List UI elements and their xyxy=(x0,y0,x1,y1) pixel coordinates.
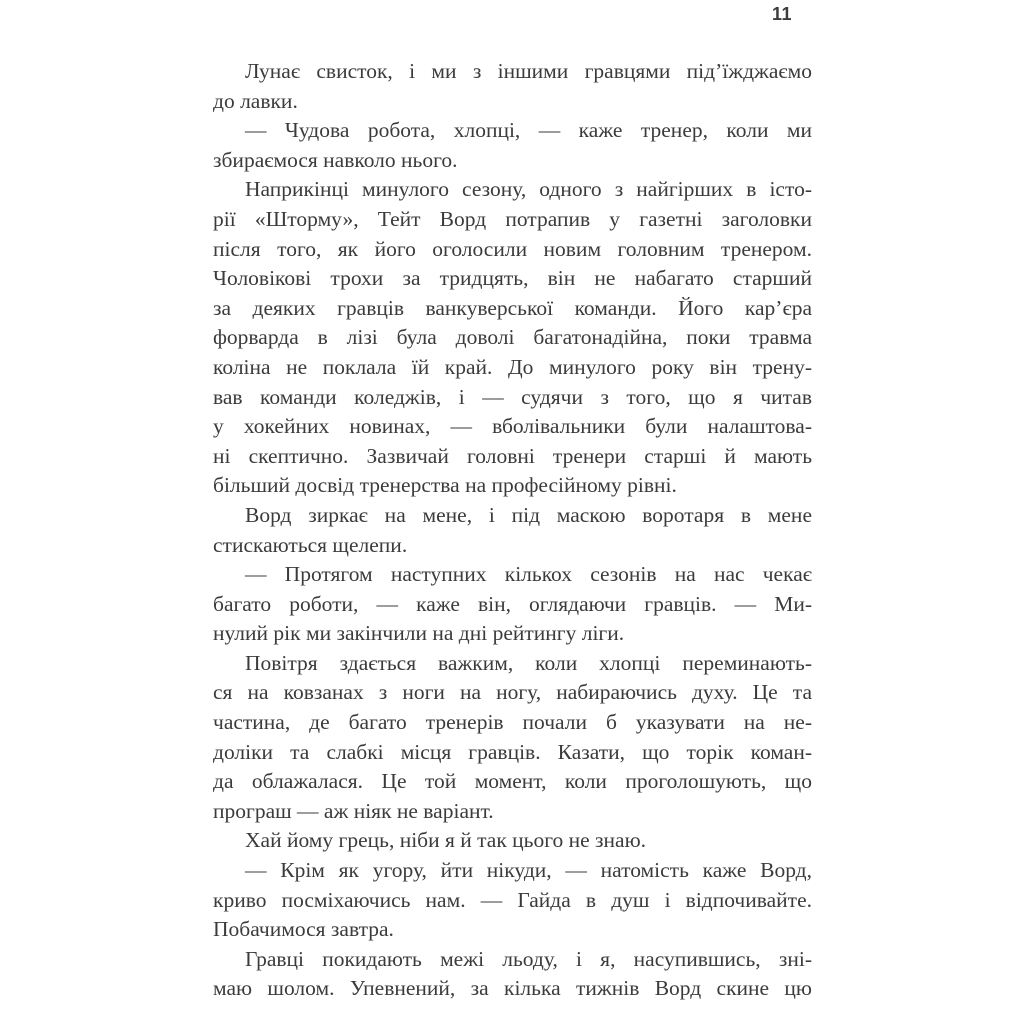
text-line: більший досвід тренерства на професійному рівні. xyxy=(213,473,677,498)
text-line: нулий рік ми закінчили на дні рейтингу ліги. xyxy=(213,621,625,646)
text-line: ся на ковзанах з ноги на ногу, набираючись духу. Це та xyxy=(213,680,812,705)
text-line: у хокейних новинах, — вболівальники були налаштова- xyxy=(213,414,812,439)
text-line: за деяких гравців ванкуверської команди. Його кар’єра xyxy=(213,295,812,320)
text-line: програш — аж ніяк не варіант. xyxy=(213,798,494,823)
paragraph xyxy=(213,57,812,116)
text-line: збираємося навколо нього. xyxy=(213,147,458,172)
text-line: форварда в лізі була доволі багатонадійна, поки травма xyxy=(213,325,812,350)
paragraph xyxy=(213,856,812,945)
text-line: Ворд зиркає на мене, і під маскою воротаря в мене xyxy=(245,502,812,527)
text-line: до лавки. xyxy=(213,88,298,113)
paragraph xyxy=(213,501,812,560)
text-line: Наприкінці минулого сезону, одного з найгірших в істо- xyxy=(245,177,812,202)
paragraph xyxy=(213,649,812,827)
text-line: — Чудова робота, хлопці, — каже тренер, коли ми xyxy=(245,118,812,143)
text-line: частина, де багато тренерів почали б указувати на не- xyxy=(213,710,812,735)
text-line: вав команди коледжів, і — судячи з того, що я читав xyxy=(213,384,812,409)
paragraph xyxy=(213,175,812,501)
text-line: — Крім як угору, йти нікуди, — натомість каже Ворд, xyxy=(245,858,812,883)
text-line: доліки та слабкі місця гравців. Казати, що торік коман- xyxy=(213,739,812,764)
paragraph xyxy=(213,560,812,649)
page-number: 11 xyxy=(772,4,793,24)
text-line: стискаються щелепи. xyxy=(213,532,408,557)
text-line: після того, як його оголосили новим головним тренером. xyxy=(213,236,812,261)
text-line: рії «Шторму», Тейт Ворд потрапив у газетні заголовки xyxy=(213,206,812,231)
text-line: да облажалася. Це той момент, коли проголошують, що xyxy=(213,769,812,794)
text-line: Гравці покидають межі льоду, і я, насупившись, зні- xyxy=(245,946,812,971)
text-line: Чоловікові трохи за тридцять, він не набагато старший xyxy=(213,266,812,291)
text-line: ні скептично. Зазвичай головні тренери старші й мають xyxy=(213,443,812,468)
text-line: Хай йому грець, ніби я й так цього не знаю. xyxy=(245,828,647,853)
text-line: криво посміхаючись нам. — Гайда в душ і відпочивайте. xyxy=(213,887,812,912)
text-line: Побачимося завтра. xyxy=(213,917,394,942)
text-line: багато роботи, — каже він, оглядаючи гравців. — Ми- xyxy=(213,591,812,616)
paragraph xyxy=(213,826,812,856)
text-line: коліна не поклала їй край. До минулого року він трену- xyxy=(213,354,812,379)
text-line: — Протягом наступних кількох сезонів на нас чекає xyxy=(245,562,812,587)
text-line: Повітря здається важким, коли хлопці переминають- xyxy=(245,650,812,675)
text-block xyxy=(213,57,812,1004)
text-line: маю шолом. Упевнений, за кілька тижнів Ворд скине цю xyxy=(213,976,812,1001)
paragraph xyxy=(213,116,812,175)
paragraph xyxy=(213,945,812,1004)
text-line: Лунає свисток, і ми з іншими гравцями під’їжджаємо xyxy=(245,59,812,83)
